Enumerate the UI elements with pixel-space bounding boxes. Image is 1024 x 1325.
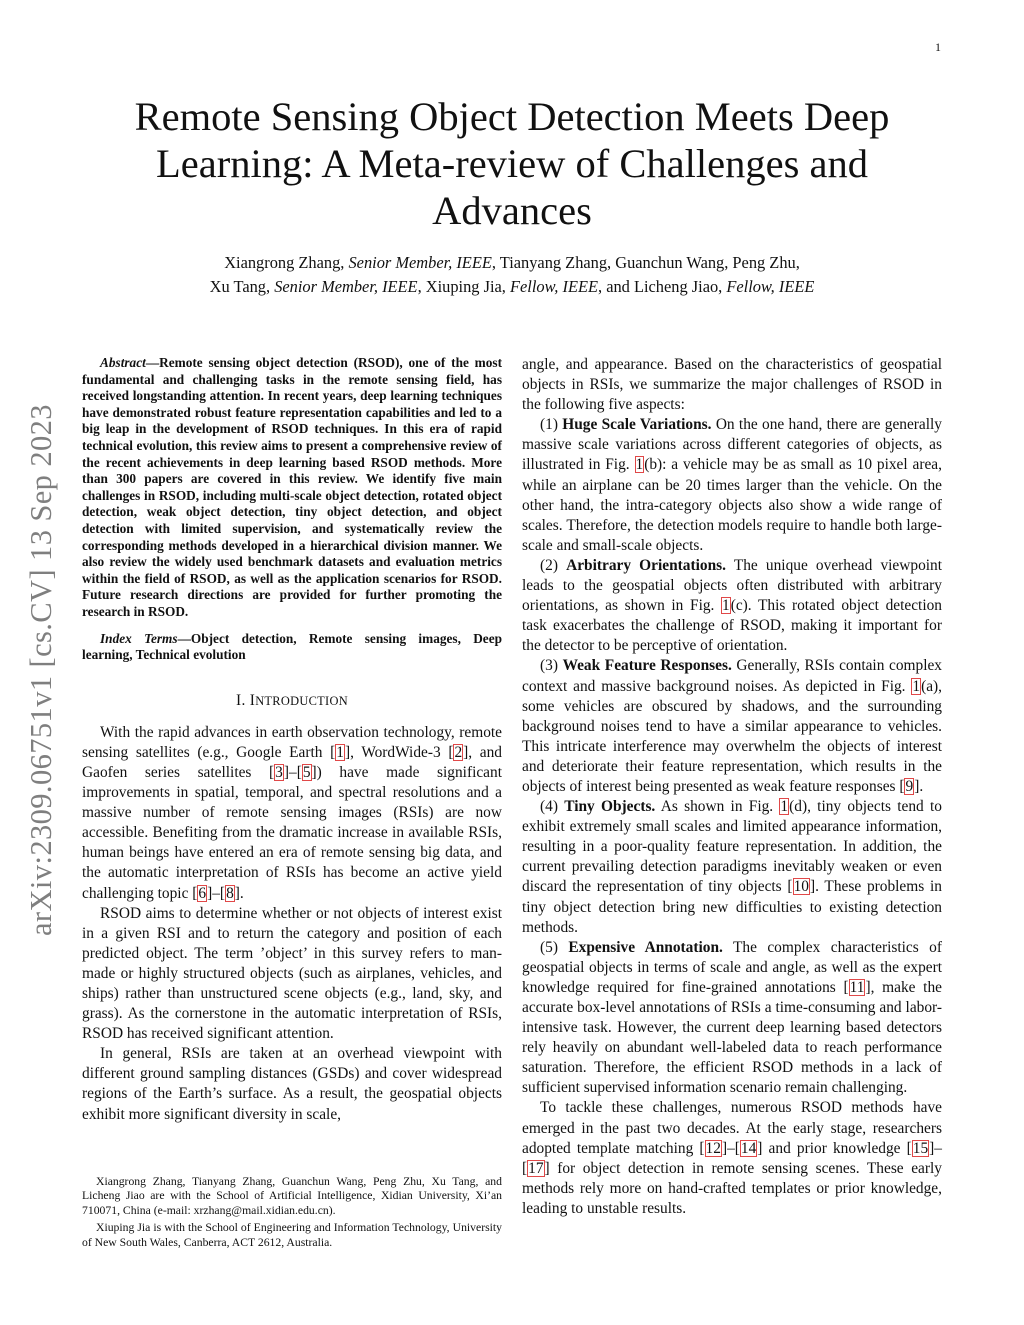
challenge-heading: Huge Scale Variations. [562,416,712,434]
page-number: 1 [935,40,941,54]
citation-link[interactable]: 14 [740,1139,757,1157]
citation-link[interactable]: 3 [275,763,283,781]
author-list: Xiangrong Zhang, Senior Member, IEEE, Tianyang Zhang, Guanchun Wang, Peng Zhu, Xu Tang, Senior Member, IEEE, Xiuping Jia, Fellow, IEEE, and Licheng Jiao, Fellow, IEEE [209,253,815,296]
citation-link[interactable]: 2 [454,743,463,761]
challenge-heading: Weak Feature Responses. [562,657,732,675]
citation-link[interactable]: 8 [226,884,234,902]
citation-link[interactable]: 11 [849,978,865,996]
citation-link[interactable]: 9 [905,777,914,795]
challenge-paragraph: (4) Tiny Objects. As shown in Fig. 1(d), tiny objects tend to exhibit extremely small scales and limited appearance information, resulting in a poor-quality feature representation. In addition, the current prevailing detection paradigms inevitably weaken or even discard the representation of tiny objects [10]. These problems in tiny object detection bring new difficulties to existing detection methods. [522,798,942,936]
citation-link[interactable]: 10 [793,878,809,896]
figure-link[interactable]: 1 [722,597,730,615]
footnote: Xiuping Jia is with the School of Engineering and Information Technology, University of New South Wales, Canberra, ACT 2612, Australia. [82,1221,502,1249]
title-line: Advances [432,188,592,233]
right-column [522,355,942,1219]
body-paragraph: To tackle these challenges, numerous RSOD methods have emerged in the past two decades. At the early stage, researchers adopted template matching [12]–[14] and prior knowledge [15]–[17] for object detection in remote sensing scenes. These early methods rely more on hand-crafted templates or prior knowledge, leading to unstable results. [522,1099,942,1217]
challenge-paragraph: (5) Expensive Annotation. The complex characteristics of geospatial objects in terms of scale and angle, as well as the expert knowledge required for fine-grained annotations [11], make the accurate box-level annotations of RSIs a time-consuming and labor-intensive task. However, the current deep learning based detectors rely heavily on abundant well-labeled data to reach performance saturation. Therefore, the efficient RSOD methods in a lack of sufficient supervised information scenario remain challenging. [522,938,942,1097]
body-paragraph: angle, and appearance. Based on the characteristics of geospatial objects in RSIs, we summarize the major challenges of RSOD in the following five aspects: [522,356,942,414]
title-line: Learning: A Meta-review of Challenges and [156,141,868,186]
challenge-heading: Tiny Objects. [564,798,656,816]
challenge-heading: Expensive Annotation. [568,938,723,956]
citation-link[interactable]: 12 [705,1139,721,1157]
paper-title [82,93,942,234]
citation-link[interactable]: 17 [528,1159,544,1177]
challenge-paragraph: (2) Arbitrary Orientations. The unique overhead viewpoint leads to the geospatial objects often distributed with arbitrary orientations, as shown in Fig. 1(c). This rotated object detection task exacerbates the challenge of RSOD, making it important for the detector to be perceptive of orientation. [522,556,943,655]
challenge-heading: Arbitrary Orientations. [566,556,726,574]
citation-link[interactable]: 6 [198,884,207,902]
index-terms [82,631,502,664]
challenge-paragraph: (3) Weak Feature Responses. Generally, RSIs contain complex context and massive background noises. As depicted in Fig. 1(a), some vehicles are obscured by shadows, and the surrounding background noises tend to have a similar appearance to vehicles. This intricate interference may overwhelm the objects of interest and deteriorate their feature representation, which results in the objects of interest being presented as weak feature responses [9]. [522,657,942,795]
title-line: Remote Sensing Object Detection Meets Deep [134,94,890,139]
figure-link[interactable]: 1 [780,798,789,816]
abstract-text: —Remote sensing object detection (RSOD), one of the most fundamental and challenging tasks in the remote sensing field, has received longstanding attention. In recent years, deep learning techniques have demonstrated robust feature representation capabilities and led to a big leap in the development of RSOD techniques. In this era of rapid technical evolution, this review aims to present a comprehensive review of the recent achievements in deep learning based RSOD methods. More than 300 papers are covered in this review. We identify five main challenges in RSOD, including multi-scale object detection, rotated object detection, weak object detection, tiny object detection, and object detection with limited supervision, and systematically review the corresponding methods developed in a hierarchical division manner. We also review the widely used benchmark datasets and evaluation metrics within the field of RSOD, as well as the application scenarios for RSOD. Future research directions are provided for further promoting the research in RSOD. [82,355,502,619]
citation-link[interactable]: 15 [912,1139,929,1157]
footnotes [82,1175,502,1253]
section-heading-introduction: I. INTRODUCTION [236,691,348,709]
citation-link[interactable]: 5 [302,763,311,781]
challenge-paragraph: (1) Huge Scale Variations. On the one hand, there are generally massive scale variations across different categories of objects, as illustrated in Fig. 1(b): a vehicle may be as small as 10 pixel area, while an airplane can be 20 times larger than the vehicle. On the other hand, the intra-category objects also show a wide range of scales. Therefore, the detection models require to handle both large-scale and small-scale objects. [522,416,943,554]
figure-link[interactable]: 1 [635,456,644,474]
intro-paragraph: In general, RSIs are taken at an overhead viewpoint with different ground sampling distances (GSDs) and cover widespread regions of the Earth’s surface. As a result, the geospatial objects exhibit more significant diversity in scale, [82,1045,502,1123]
left-column [82,355,502,1125]
intro-paragraph: RSOD aims to determine whether or not objects of interest exist in a given RSI and to return the category and position of each predicted object. The term ’object’ in this survey refers to man-made or highly structured objects (such as airplanes, vehicles, and ships) rather than unstructured scene objects (e.g., land, sky, and grass). As the cornerstone in the automatic interpretation of RSIs, RSOD has received significant attention. [82,904,502,1043]
intro-paragraph: With the rapid advances in earth observation technology, remote sensing satellites (e.g., Google Earth [1], WordWide-3 [2], and Gaofen series satellites [3]–[5]) have made significant improvements in spatial, temporal, and spectral resolutions and a massive number of remote sensing images (RSIs) are now accessible. Benefiting from the dramatic increase in available RSIs, human beings have entered an era of remote sensing big data, and the automatic interpretation of RSIs has become an active yield challenging topic [6]–[8]. [82,723,503,902]
title-block [82,93,942,299]
abstract-label: Abstract [100,355,146,370]
citation-link[interactable]: 1 [336,743,344,761]
index-terms-text: —Object detection, Remote sensing images, Deep learning, Technical evolution [82,630,503,663]
arxiv-identifier[interactable]: arXiv:2309.06751v1 [cs.CV] 13 Sep 2023 [24,404,58,936]
footnote: Xiangrong Zhang, Tianyang Zhang, Guanchun Wang, Peng Zhu, Xu Tang, and Licheng Jiao are with the School of Artificial Intelligence, Xidian University, Xi’an 710071, China (e-mail: xrzhang@mail.xidian.edu.cn). [82,1175,502,1217]
index-terms-label: Index Terms [100,630,178,646]
abstract [82,355,502,621]
figure-link[interactable]: 1 [912,677,921,695]
